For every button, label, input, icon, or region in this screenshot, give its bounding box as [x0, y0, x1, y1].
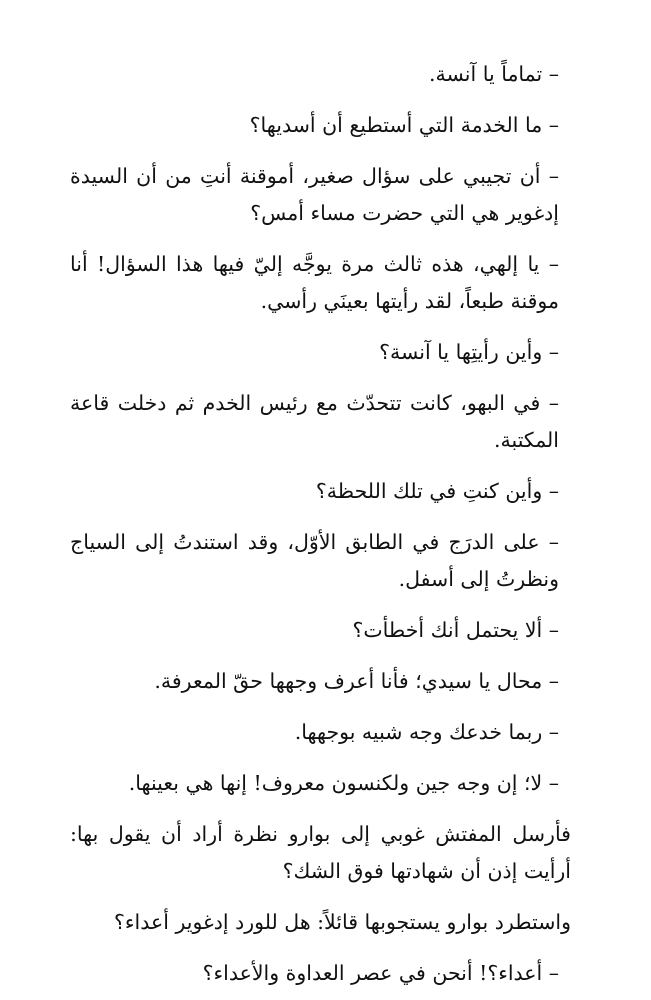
dialogue-line: – ألا يحتمل أنك أخطأت؟	[352, 618, 559, 642]
dialogue-line: – تماماً يا آنسة.	[429, 62, 559, 86]
dialogue-line: – أعداء؟! أنحن في عصر العداوة والأعداء؟	[202, 961, 559, 985]
dialogue-line: – في البهو، كانت تتحدّث مع رئيس الخدم ثم دخلت قاعة المكتبة.	[70, 391, 559, 452]
narration-paragraph: واستطرد بوارو يستجوبها قائلاً: هل للورد إدغوير أعداء؟	[114, 910, 571, 934]
dialogue-line: – على الدرَج في الطابق الأوّل، وقد استندتُ إلى السياج ونظرتُ إلى أسفل.	[70, 530, 559, 591]
dialogue-line: – وأين رأيتِها يا آنسة؟	[379, 340, 559, 364]
dialogue-line: – ربما خدعك وجه شبيه بوجهها.	[294, 720, 559, 744]
dialogue-line: – محال يا سيدي؛ فأنا أعرف وجهها حقّ المعرفة.	[154, 669, 559, 693]
narration-paragraph: فأرسل المفتش غوبي إلى بوارو نظرة أراد أن يقول بها: أرأيت إذن أن شهادتها فوق الشك؟	[70, 822, 571, 883]
dialogue-line: – ما الخدمة التي أستطيع أن أسديها؟	[249, 113, 559, 137]
dialogue-line: – لا؛ إن وجه جين ولكنسون معروف! إنها هي بعينها.	[128, 771, 559, 795]
dialogue-line: – أن تجيبي على سؤال صغير، أموقنة أنتِ من أن السيدة إدغوير هي التي حضرت مساء أمس؟	[70, 164, 559, 225]
dialogue-line: – وأين كنتِ في تلك اللحظة؟	[315, 479, 559, 503]
dialogue-line: – يا إلهي، هذه ثالث مرة يوجَّه إليّ فيها هذا السؤال! أنا موقنة طبعاً، لقد رأيتها بعينَي رأسي.	[70, 252, 559, 313]
